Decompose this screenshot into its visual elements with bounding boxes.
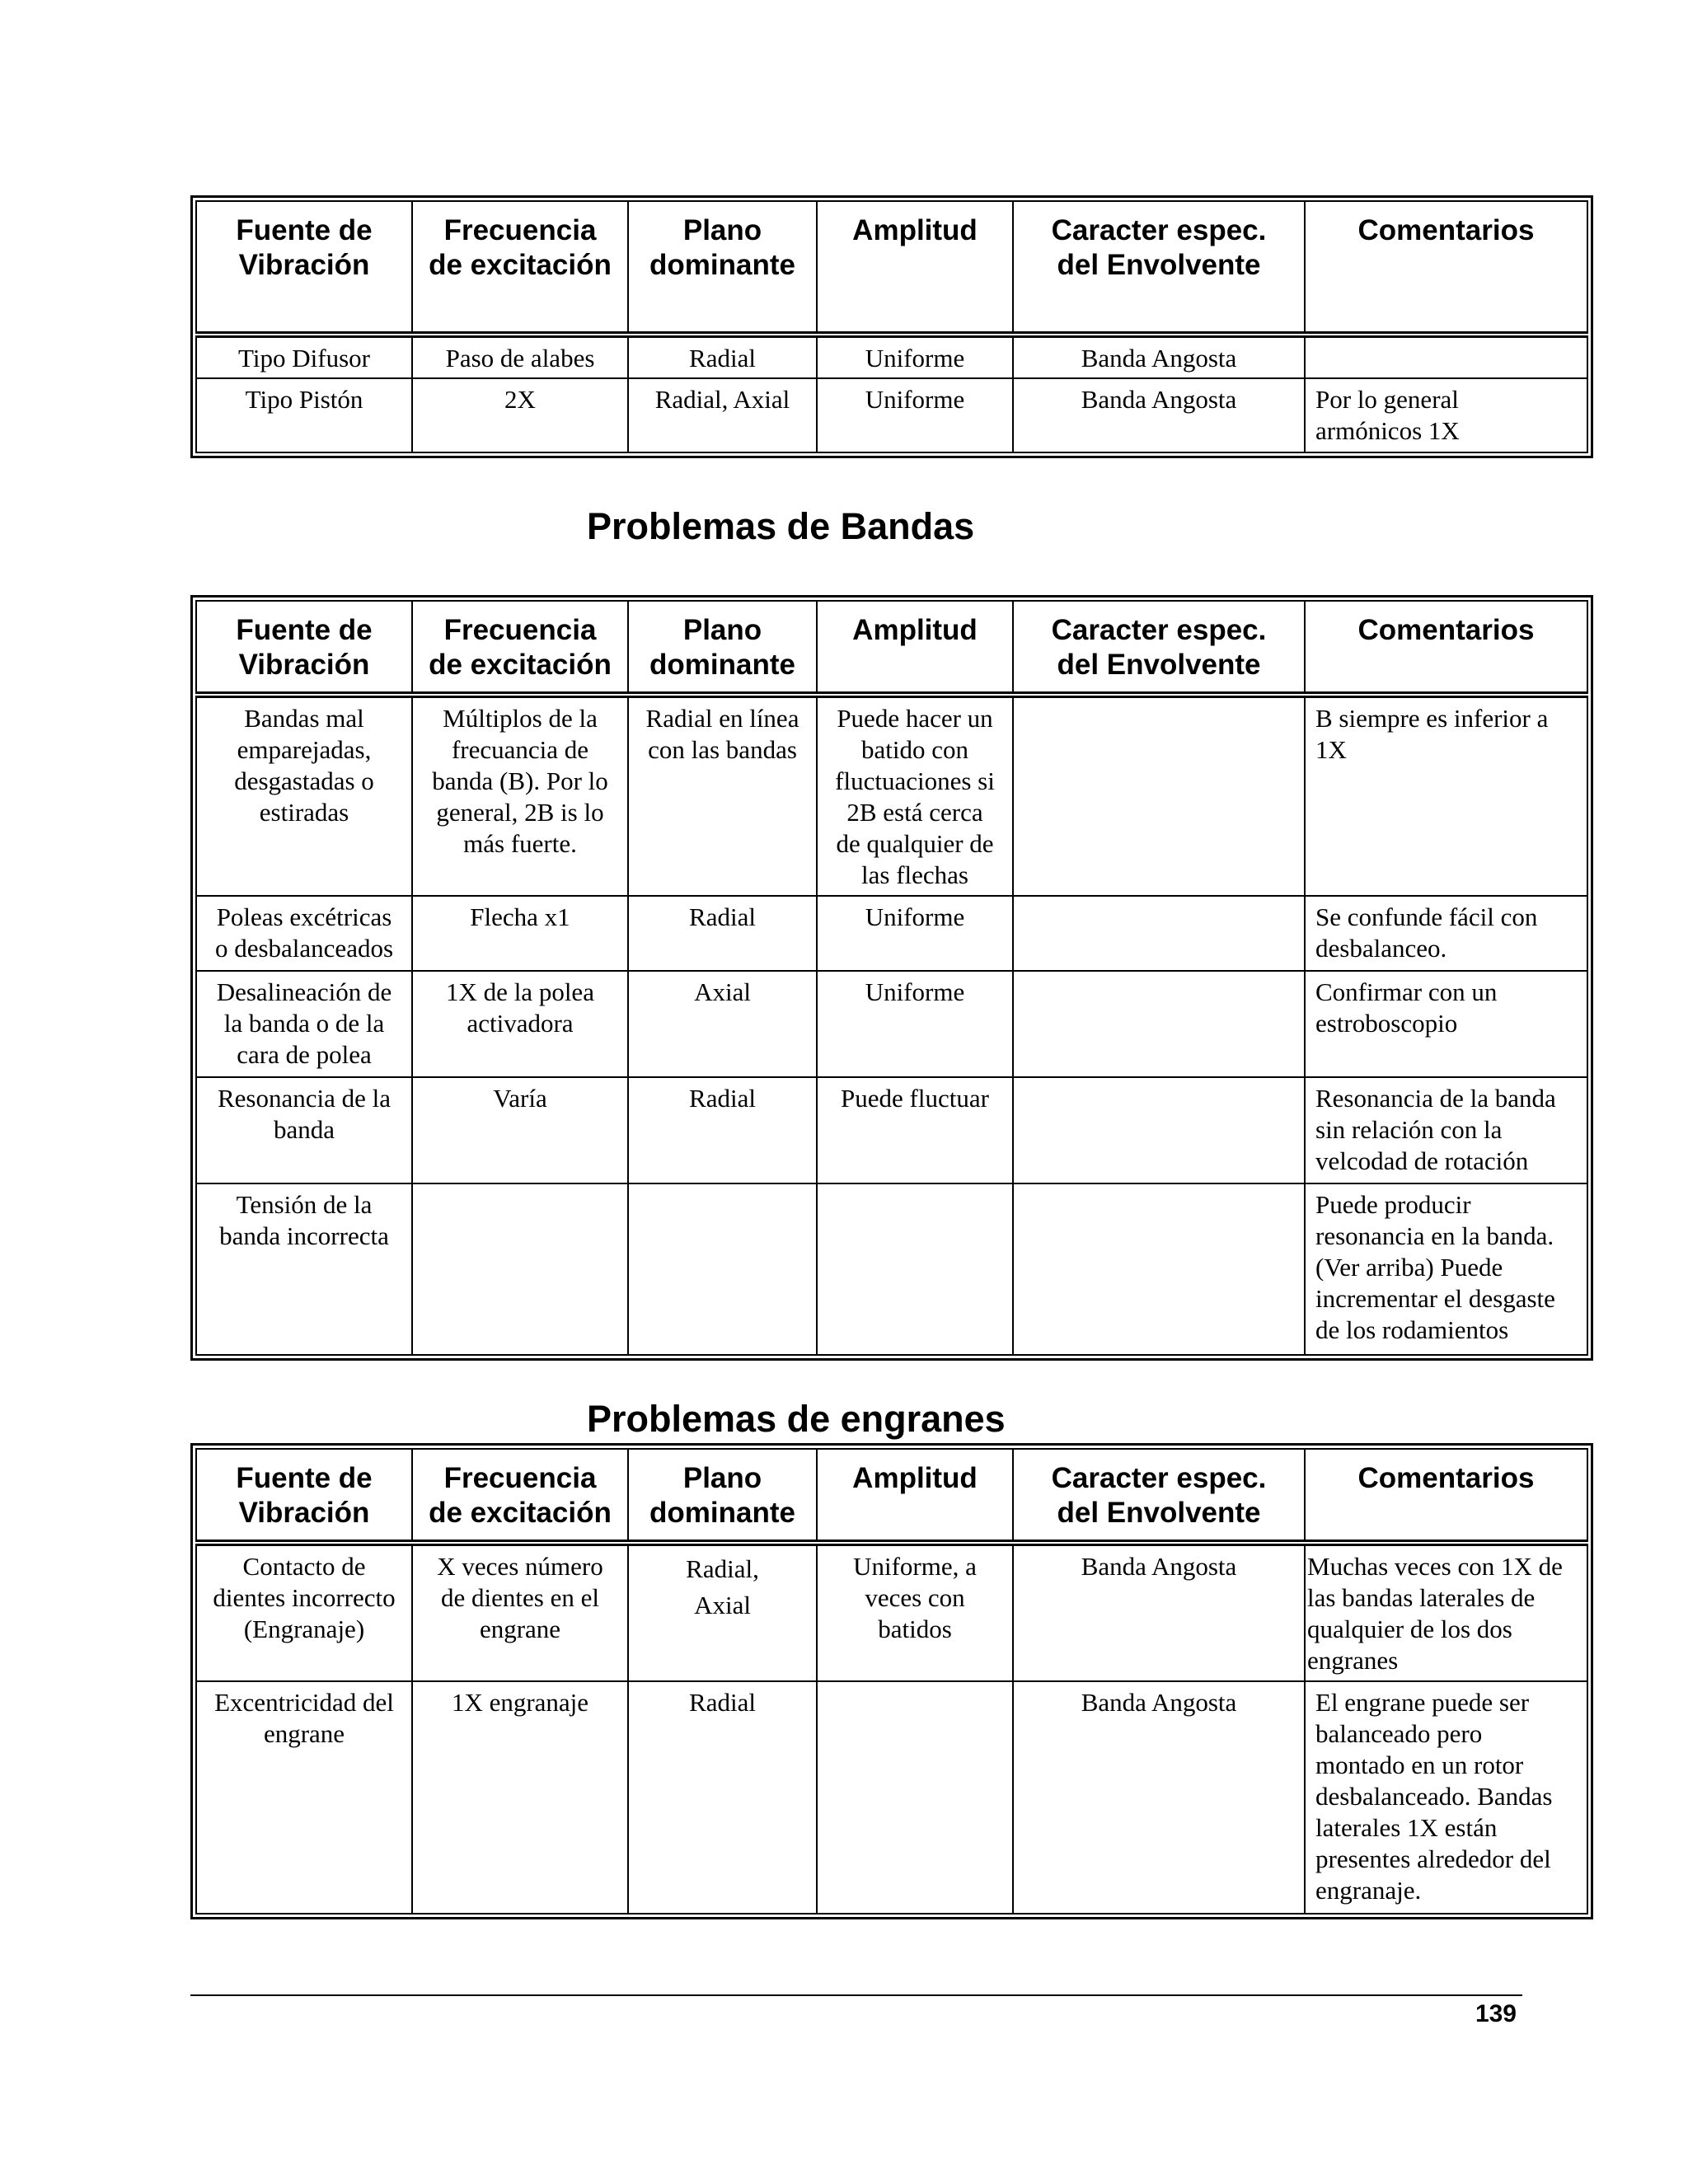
col-header-frequency: Frecuencia de excitación: [412, 201, 628, 335]
col-header-plane: Plano dominante: [628, 201, 817, 335]
table-row: [196, 971, 1587, 1077]
table-row: [196, 1183, 1587, 1355]
col-header-source: Fuente de Vibración: [196, 201, 412, 335]
table-gear-problems: [190, 1443, 1593, 1919]
cell-envelope: [1013, 695, 1305, 896]
cell-source: Resonancia de la banda: [196, 1077, 412, 1183]
cell-frequency: Flecha x1: [412, 896, 628, 971]
cell-plane: Radial: [628, 335, 817, 378]
cell-comments: [1305, 335, 1587, 378]
cell-comments: Muchas veces con 1X de las bandas laterales de qualquier de los dos engranes: [1305, 1543, 1587, 1681]
table-row: [196, 335, 1587, 378]
col-header-plane: Plano dominante: [628, 1449, 817, 1543]
col-header-comments: Comentarios: [1305, 201, 1587, 335]
cell-amplitude: [817, 1681, 1013, 1914]
section-title-engranes: Problemas de engranes: [587, 1398, 1006, 1440]
data-table: [195, 1448, 1588, 1915]
table-row: [196, 1543, 1587, 1681]
table-row: [196, 1077, 1587, 1183]
data-table: [195, 200, 1588, 453]
cell-plane: Radial: [628, 896, 817, 971]
cell-envelope: [1013, 971, 1305, 1077]
col-header-plane: Plano dominante: [628, 601, 817, 695]
cell-comments: B siempre es inferior a 1X: [1305, 695, 1587, 896]
table-row: [196, 378, 1587, 452]
table-row: [196, 896, 1587, 971]
cell-plane: Radial en línea con las bandas: [628, 695, 817, 896]
cell-source: Desalineación de la banda o de la cara de polea: [196, 971, 412, 1077]
cell-source: Bandas mal emparejadas, desgastadas o estiradas: [196, 695, 412, 896]
cell-comments: Se confunde fácil con desbalanceo.: [1305, 896, 1587, 971]
col-header-source: Fuente de Vibración: [196, 601, 412, 695]
col-header-amplitude: Amplitud: [817, 201, 1013, 335]
header-row: [196, 201, 1587, 335]
cell-amplitude: Uniforme: [817, 896, 1013, 971]
cell-comments: Confirmar con un estroboscopio: [1305, 971, 1587, 1077]
col-header-amplitude: Amplitud: [817, 601, 1013, 695]
cell-amplitude: Uniforme, a veces con batidos: [817, 1543, 1013, 1681]
col-header-frequency: Frecuencia de excitación: [412, 1449, 628, 1543]
cell-source: Tipo Pistón: [196, 378, 412, 452]
cell-plane: Radial, Axial: [628, 378, 817, 452]
col-header-source: Fuente de Vibración: [196, 1449, 412, 1543]
cell-envelope: Banda Angosta: [1013, 335, 1305, 378]
cell-amplitude: Uniforme: [817, 378, 1013, 452]
cell-envelope: [1013, 1077, 1305, 1183]
cell-envelope: Banda Angosta: [1013, 1681, 1305, 1914]
section-title-bandas: Problemas de Bandas: [587, 505, 975, 547]
cell-comments: El engrane puede ser balanceado pero montado en un rotor desbalanceado. Bandas laterales 1X están presentes alrededor del engranaje.: [1305, 1681, 1587, 1914]
cell-amplitude: [817, 1183, 1013, 1355]
header-row: [196, 601, 1587, 695]
col-header-envelope: Caracter espec. del Envolvente: [1013, 1449, 1305, 1543]
table-row: [196, 695, 1587, 896]
cell-plane: Axial: [628, 971, 817, 1077]
cell-frequency: 1X de la polea activadora: [412, 971, 628, 1077]
table-row: [196, 1681, 1587, 1914]
col-header-envelope: Caracter espec. del Envolvente: [1013, 601, 1305, 695]
header-row: [196, 1449, 1587, 1543]
col-header-frequency: Frecuencia de excitación: [412, 601, 628, 695]
cell-plane: Radial: [628, 1681, 817, 1914]
cell-amplitude: Uniforme: [817, 335, 1013, 378]
cell-envelope: [1013, 1183, 1305, 1355]
footer-rule: [190, 1994, 1522, 1996]
cell-frequency: 2X: [412, 378, 628, 452]
cell-frequency: [412, 1183, 628, 1355]
cell-amplitude: Uniforme: [817, 971, 1013, 1077]
table-compressor-vibration: [190, 195, 1593, 458]
cell-envelope: Banda Angosta: [1013, 378, 1305, 452]
cell-source: Tipo Difusor: [196, 335, 412, 378]
cell-envelope: [1013, 896, 1305, 971]
table-belt-problems: [190, 595, 1593, 1361]
cell-plane: Radial, Axial: [628, 1543, 817, 1681]
col-header-envelope: Caracter espec. del Envolvente: [1013, 201, 1305, 335]
cell-source: Tensión de la banda incorrecta: [196, 1183, 412, 1355]
cell-envelope: Banda Angosta: [1013, 1543, 1305, 1681]
cell-source: Excentricidad del engrane: [196, 1681, 412, 1914]
cell-frequency: X veces número de dientes en el engrane: [412, 1543, 628, 1681]
cell-amplitude: Puede fluctuar: [817, 1077, 1013, 1183]
cell-source: Poleas excétricas o desbalanceados: [196, 896, 412, 971]
col-header-comments: Comentarios: [1305, 1449, 1587, 1543]
cell-frequency: 1X engranaje: [412, 1681, 628, 1914]
cell-source: Contacto de dientes incorrecto (Engranaje): [196, 1543, 412, 1681]
cell-frequency: Varía: [412, 1077, 628, 1183]
data-table: [195, 600, 1588, 1356]
cell-comments: Por lo general armónicos 1X: [1305, 378, 1587, 452]
col-header-amplitude: Amplitud: [817, 1449, 1013, 1543]
cell-plane: [628, 1183, 817, 1355]
cell-frequency: Paso de alabes: [412, 335, 628, 378]
cell-amplitude: Puede hacer un batido con fluctuaciones si 2B está cerca de qualquier de las flechas: [817, 695, 1013, 896]
cell-comments: Puede producir resonancia en la banda. (Ver arriba) Puede incrementar el desgaste de los rodamientos: [1305, 1183, 1587, 1355]
cell-plane: Radial: [628, 1077, 817, 1183]
cell-comments: Resonancia de la banda sin relación con la velcodad de rotación: [1305, 1077, 1587, 1183]
page-number: 139: [1475, 2000, 1517, 2027]
cell-frequency: Múltiplos de la frecuancia de banda (B). Por lo general, 2B is lo más fuerte.: [412, 695, 628, 896]
col-header-comments: Comentarios: [1305, 601, 1587, 695]
